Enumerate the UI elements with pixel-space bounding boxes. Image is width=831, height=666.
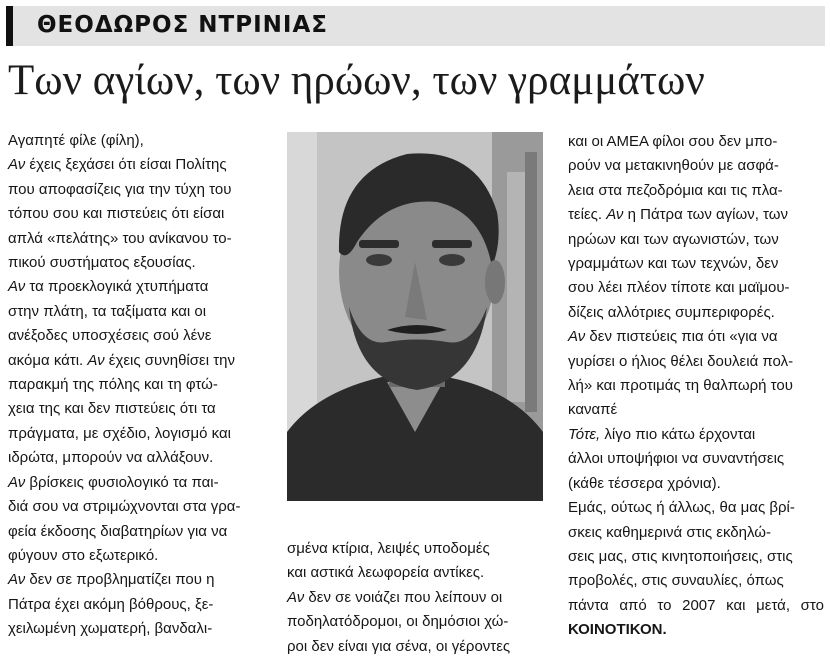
text-line: πικού συστήματος εξουσίας. <box>8 254 196 272</box>
text-line: και οι ΑΜΕΑ φίλοι σου δεν μπο- <box>568 133 778 150</box>
text-line: Αν δεν σε νοιάζει που λείπουν οι <box>287 588 503 606</box>
text-line: προβολές, στις συναυλίες, όπως <box>568 572 784 590</box>
text-line: σμένα κτίρια, λειψές υποδομές <box>287 540 490 557</box>
text-line: γυρίσει ο ήλιος θέλει δουλειά πολ- <box>568 352 794 370</box>
text-line: Πάτρα έχει ακόμη βόθρους, ξε- <box>8 595 214 613</box>
text-line: σεις μας, στις κινητοποιήσεις, στις <box>568 547 793 565</box>
text-line: ρούν να μετακινηθούν με ασφά- <box>568 157 779 175</box>
text-line: Αν βρίσκεις φυσιολογικό τα παι- <box>8 473 219 491</box>
text-line: απλά «πελάτης» του ανίκανου το- <box>8 229 232 247</box>
author-portrait-illustration <box>287 132 543 501</box>
text-line: χειλωμένη χωματερή, βανδαλι- <box>8 620 213 638</box>
article-column-1 <box>8 129 262 642</box>
text-line: καναπέ <box>568 401 618 419</box>
text-line: και αστικά λεωφορεία αντίκες. <box>287 564 485 582</box>
text-line: (κάθε τέσσερα χρόνια). <box>568 474 721 492</box>
text-line: Αν έχεις ξεχάσει ότι είσαι Πολίτης <box>8 156 227 174</box>
article-column-2 <box>287 537 543 659</box>
text-line: τείες. Αν η Πάτρα των αγίων, των <box>568 206 788 224</box>
text-line: Αν δεν πιστεύεις πια ότι «για να <box>568 328 778 346</box>
text-line: άλλοι υποψήφιοι να συναντήσεις <box>568 450 785 468</box>
article-column-3 <box>568 130 824 643</box>
text-line: πράγματα, με σχέδιο, λογισμό και <box>8 424 231 442</box>
text-line: Αν τα προεκλογικά χτυπήματα <box>8 278 209 296</box>
text-line: Αν δεν σε προβληματίζει που η <box>8 571 215 589</box>
text-line: ποδηλατόδρομοι, οι δημόσιοι χώ- <box>287 613 509 631</box>
author-name: ΘΕΟΔΩΡΟΣ ΝΤΡΙΝΙΑΣ <box>37 12 328 38</box>
text-line: ακόμα κάτι. Αν έχεις συνηθίσει την <box>8 351 235 369</box>
text-line: χεια της και δεν πιστεύεις ότι τα <box>8 400 216 418</box>
text-line: διά σου να στριμώχνονται στα γρα- <box>8 498 241 516</box>
text-line: που αποφασίζεις για την τύχη του <box>8 180 232 198</box>
text-line: Εμάς, ούτως ή άλλως, θα μας βρί- <box>568 499 795 517</box>
text-line: Τότε, λίγο πιο κάτω έρχονται <box>568 425 756 443</box>
text-line: δίζεις αλλότριες συμπεριφορές. <box>568 303 775 321</box>
text-line: φύγουν στο εξωτερικό. <box>8 546 159 564</box>
text-line: παρακμή της πόλης και τη φτώ- <box>8 376 218 394</box>
text-line: σου λέει πλέον τίποτε και μαϊμου- <box>568 279 790 297</box>
author-bar <box>6 6 825 46</box>
text-line: ανέξοδες υποσχέσεις σού λένε <box>8 327 212 345</box>
article-headline: Των αγίων, των ηρώων, των γραμμάτων <box>8 57 705 104</box>
text-line: Αγαπητέ φίλε (φίλη), <box>8 132 144 149</box>
text-line: σκεις καθημερινά στις εκδηλώ- <box>568 523 771 541</box>
text-line: στην πλάτη, τα ταξίματα και οι <box>8 302 207 320</box>
text-line: τόπου σου και πιστεύεις ότι είσαι <box>8 205 225 223</box>
text-line: πάντα από το 2007 και μετά, στο ΚΟΙΝΟΤΙΚΟΝ. <box>568 596 824 639</box>
text-line: λή» και προτιμάς τη θαλπωρή του <box>568 377 793 395</box>
author-photo <box>287 132 543 501</box>
text-line: ιδρώτα, μπορούν να αλλάξουν. <box>8 449 214 467</box>
text-line: φεία έκδοσης διαβατηρίων για να <box>8 522 228 540</box>
text-line: γραμμάτων και των τεχνών, δεν <box>568 255 779 273</box>
text-line: ηρώων και των αγωνιστών, των <box>568 230 779 248</box>
text-line: λεια στα πεζοδρόμια και τις πλα- <box>568 181 783 199</box>
text-line: ροι δεν είναι για σένα, οι γέροντες <box>287 637 511 655</box>
